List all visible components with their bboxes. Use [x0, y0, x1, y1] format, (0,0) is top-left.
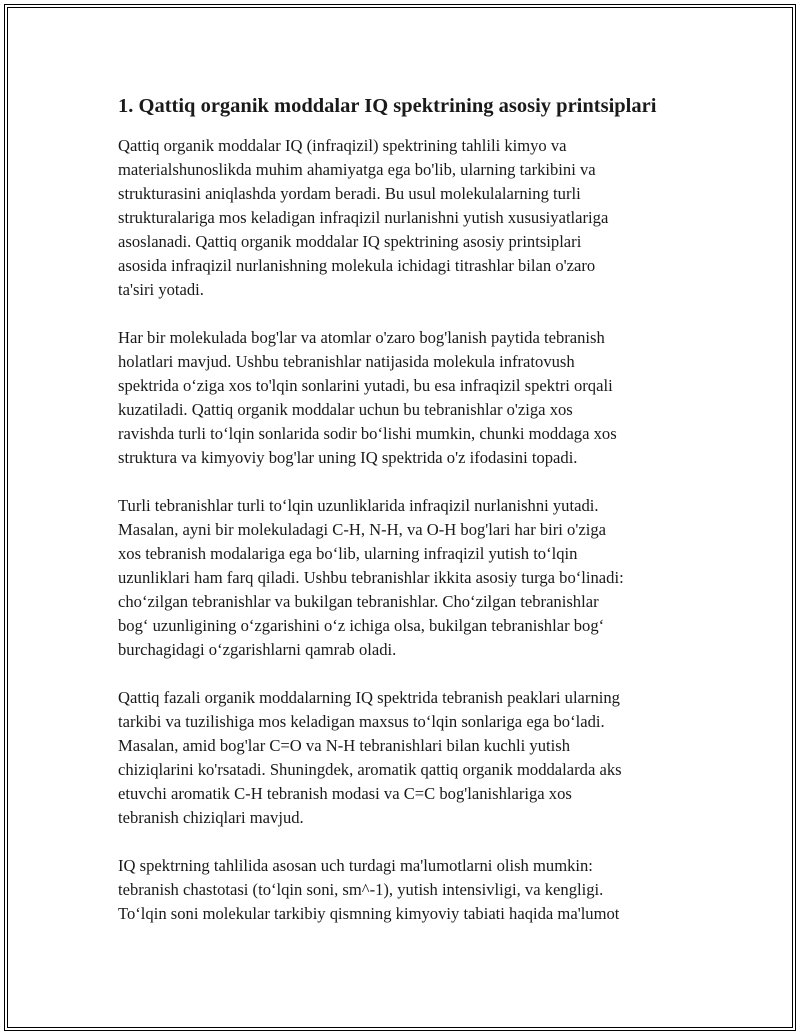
text-line: IQ spektrning tahlilida asosan uch turdagi ma'lumotlarni olish mumkin:: [118, 856, 593, 875]
text-line: Masalan, amid bog'lar C=O va N-H tebranishlari bilan kuchli yutish: [118, 736, 570, 755]
text-line: tarkibi va tuzilishiga mos keladigan maxsus to‘lqin sonlariga ega bo‘ladi.: [118, 712, 605, 731]
text-line: burchagidagi o‘zgarishlarni qamrab oladi.: [118, 640, 397, 659]
document-body: [118, 92, 688, 950]
text-line: struktura va kimyoviy bog'lar uning IQ spektrida o'z ifodasini topadi.: [118, 448, 578, 467]
text-line: xos tebranish modalariga ega bo‘lib, ularning infraqizil yutish to‘lqin: [118, 544, 578, 563]
paragraph-1: [118, 134, 688, 302]
text-line: Turli tebranishlar turli to‘lqin uzunliklarida infraqizil nurlanishni yutadi.: [118, 496, 599, 515]
paragraph-5: [118, 854, 688, 926]
text-line: strukturasini aniqlashda yordam beradi. Bu usul molekulalarning turli: [118, 184, 581, 203]
text-line: Har bir molekulada bog'lar va atomlar o'zaro bog'lanish paytida tebranish: [118, 328, 605, 347]
text-line: etuvchi aromatik C-H tebranish modasi va C=C bog'lanishlariga xos: [118, 784, 572, 803]
text-line: cho‘zilgan tebranishlar va bukilgan tebranishlar. Cho‘zilgan tebranishlar: [118, 592, 599, 611]
text-line: strukturalariga mos keladigan infraqizil nurlanishni yutish xususiyatlariga: [118, 208, 609, 227]
paragraph-4: [118, 686, 688, 830]
text-line: ravishda turli to‘lqin sonlarida sodir bo‘lishi mumkin, chunki moddaga xos: [118, 424, 617, 443]
paragraph-2: [118, 326, 688, 470]
text-line: Qattiq organik moddalar IQ (infraqizil) spektrining tahlili kimyo va: [118, 136, 567, 155]
text-line: asoslanadi. Qattiq organik moddalar IQ spektrining asosiy printsiplari: [118, 232, 582, 251]
text-line: tebranish chastotasi (to‘lqin soni, sm^-1), yutish intensivligi, va kengligi.: [118, 880, 604, 899]
text-line: ta'siri yotadi.: [118, 280, 204, 299]
text-line: spektrida o‘ziga xos to'lqin sonlarini yutadi, bu esa infraqizil spektri orqali: [118, 376, 613, 395]
text-line: chiziqlarini ko'rsatadi. Shuningdek, aromatik qattiq organik moddalarda aks: [118, 760, 622, 779]
text-line: To‘lqin soni molekular tarkibiy qismning kimyoviy tabiati haqida ma'lumot: [118, 904, 620, 923]
paragraph-3: [118, 494, 688, 662]
text-line: bog‘ uzunligining o‘zgarishini o‘z ichiga olsa, bukilgan tebranishlar bog‘: [118, 616, 605, 635]
section-heading: 1. Qattiq organik moddalar IQ spektrining asosiy printsiplari: [118, 95, 657, 117]
text-line: uzunliklari ham farq qiladi. Ushbu tebranishlar ikkita asosiy turga bo‘linadi:: [118, 568, 624, 587]
text-line: materialshunoslikda muhim ahamiyatga ega bo'lib, ularning tarkibini va: [118, 160, 596, 179]
text-line: kuzatiladi. Qattiq organik moddalar uchun bu tebranishlar o'ziga xos: [118, 400, 573, 419]
text-line: Masalan, ayni bir molekuladagi C-H, N-H, va O-H bog'lari har biri o'ziga: [118, 520, 606, 539]
text-line: asosida infraqizil nurlanishning molekula ichidagi titrashlar bilan o'zaro: [118, 256, 596, 275]
text-line: Qattiq fazali organik moddalarning IQ spektrida tebranish peaklari ularning: [118, 688, 620, 707]
text-line: tebranish chiziqlari mavjud.: [118, 808, 304, 827]
text-line: holatlari mavjud. Ushbu tebranishlar natijasida molekula infratovush: [118, 352, 575, 371]
